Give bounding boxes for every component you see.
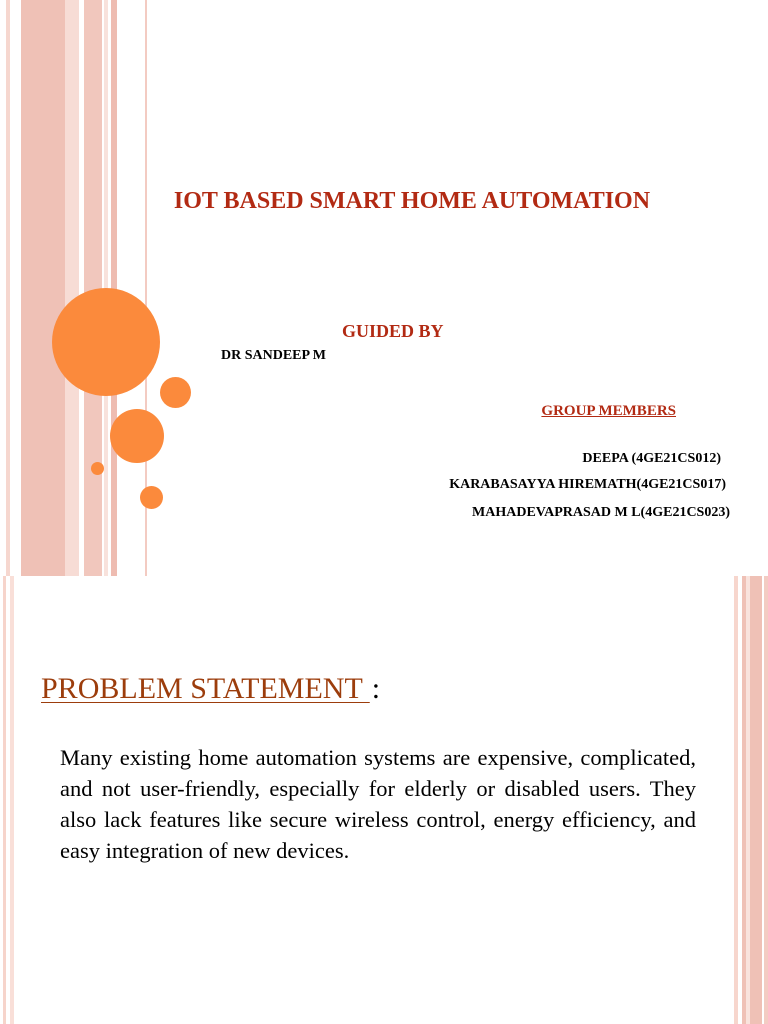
- slide-title: IOT BASED SMART HOME AUTOMATION: [173, 188, 651, 214]
- member-name: DEEPA (4GE21CS012): [582, 451, 721, 466]
- decor-stripe: [10, 576, 14, 1024]
- heading-text: PROBLEM STATEMENT: [41, 672, 370, 705]
- problem-statement-heading: [41, 672, 380, 706]
- decor-stripe: [764, 576, 768, 1024]
- decor-stripe: [746, 576, 750, 1024]
- decor-circle: [110, 409, 164, 463]
- decor-circle: [91, 462, 104, 475]
- member-name: KARABASAYYA HIREMATH(4GE21CS017): [449, 477, 726, 492]
- heading-colon: :: [371, 672, 381, 705]
- problem-statement-body: Many existing home automation systems are expensive, complicated, and not user-friendly, especially for elderly or disabled users. They also lack features like secure wireless control, energy efficiency, and easy integration of new devices.: [60, 745, 696, 863]
- decor-stripe: [734, 576, 738, 1024]
- member-name: MAHADEVAPRASAD M L(4GE21CS023): [472, 505, 730, 520]
- decor-circle: [160, 377, 191, 408]
- decor-stripe: [21, 0, 65, 576]
- guided-by-label: GUIDED BY: [342, 321, 444, 341]
- decor-stripe: [3, 576, 6, 1024]
- decor-circle-large: [52, 288, 160, 396]
- decor-circle: [140, 486, 163, 509]
- decor-stripe: [742, 576, 762, 1024]
- decor-stripe: [65, 0, 79, 576]
- decor-stripe: [6, 0, 10, 576]
- guide-name: DR SANDEEP M: [221, 348, 327, 363]
- group-members-label: GROUP MEMBERS: [541, 403, 676, 419]
